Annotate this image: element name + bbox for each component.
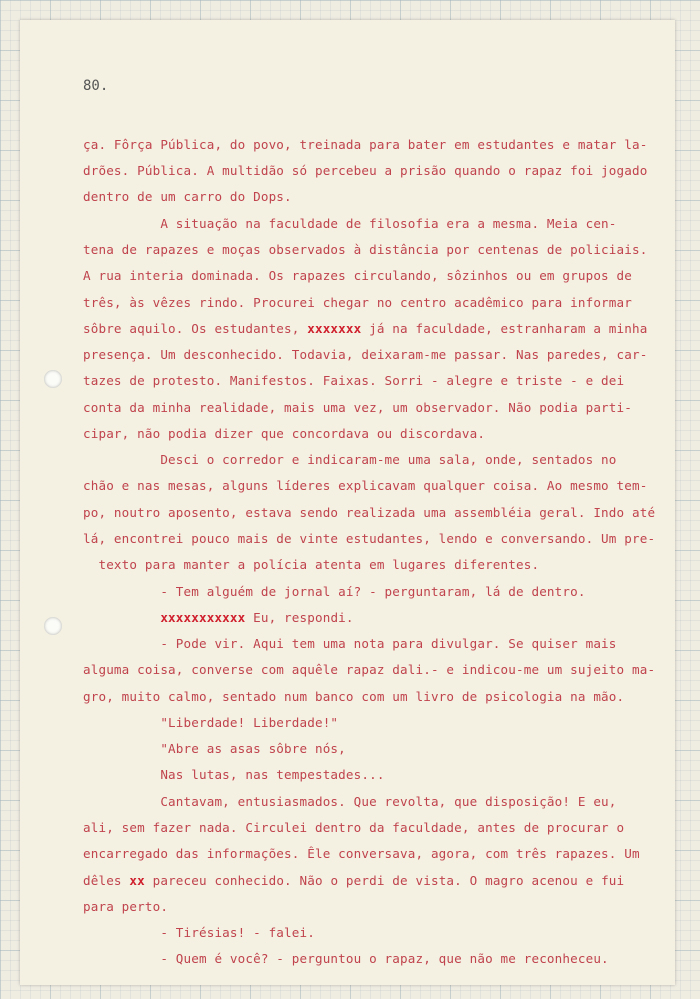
text-line: ali, sem fazer nada. Circulei dentro da faculdade, antes de procurar o: [83, 820, 625, 835]
text-line: gro, muito calmo, sentado num banco com um livro de psicologia na mão.: [83, 689, 625, 704]
text-line: A situação na faculdade de filosofia era a mesma. Meia cen-: [83, 216, 617, 231]
text-line: três, às vêzes rindo. Procurei chegar no centro acadêmico para informar: [83, 295, 632, 310]
text-line: texto para manter a polícia atenta em lugares diferentes.: [83, 557, 540, 572]
text-line: Cantavam, entusiasmados. Que revolta, que disposição! E eu,: [83, 794, 617, 809]
text-segment: dêles: [83, 873, 130, 888]
text-line: [83, 321, 647, 336]
text-line: "Liberdade! Liberdade!": [83, 715, 339, 730]
text-segment: sôbre aquilo. Os estudantes,: [83, 321, 308, 336]
text-segment: Eu, respondi.: [245, 610, 354, 625]
text-line: alguma coisa, converse com aquêle rapaz dali.- e indicou-me um sujeito ma-: [83, 662, 656, 677]
text-line: po, noutro aposento, estava sendo realizada uma assembléia geral. Indo até: [83, 505, 656, 520]
text-line: chão e nas mesas, alguns líderes explicavam qualquer coisa. Ao mesmo tem-: [83, 478, 648, 493]
text-line: para perto.: [83, 899, 169, 914]
struck-out-text: xxxxxxxxxxx: [160, 610, 246, 625]
text-segment: já na faculdade, estranharam a minha: [361, 321, 648, 336]
punch-hole: [44, 370, 62, 388]
text-line: Nas lutas, nas tempestades...: [83, 767, 385, 782]
text-line: - Quem é você? - perguntou o rapaz, que não me reconheceu.: [83, 951, 609, 966]
page-number: 80.: [83, 78, 109, 94]
text-line: tena de rapazes e moças observados à distância por centenas de policiais.: [83, 242, 648, 257]
punch-hole: [44, 617, 62, 635]
text-line: - Tem alguém de jornal aí? - perguntaram, lá de dentro.: [83, 584, 586, 599]
text-segment: pareceu conhecido. Não o perdi de vista. O magro acenou e fui: [144, 873, 625, 888]
struck-out-text: xx: [129, 873, 145, 888]
struck-out-text: xxxxxxx: [307, 321, 362, 336]
text-line: ça. Fôrça Pública, do povo, treinada para bater em estudantes e matar la-: [83, 137, 648, 152]
text-line: lá, encontrei pouco mais de vinte estudantes, lendo e conversando. Um pre-: [83, 531, 656, 546]
text-line: [83, 610, 354, 625]
text-line: presença. Um desconhecido. Todavia, deixaram-me passar. Nas paredes, car-: [83, 347, 648, 362]
text-line: - Tirésias! - falei.: [83, 925, 315, 940]
text-line: Desci o corredor e indicaram-me uma sala, onde, sentados no: [83, 452, 617, 467]
text-line: conta da minha realidade, mais uma vez, um observador. Não podia parti-: [83, 400, 632, 415]
text-line: [83, 873, 624, 888]
text-line: encarregado das informações. Êle conversava, agora, com três rapazes. Um: [83, 846, 640, 861]
text-segment: [83, 610, 160, 625]
text-line: dentro de um carro do Dops.: [83, 189, 292, 204]
text-line: cipar, não podia dizer que concordava ou discordava.: [83, 426, 486, 441]
text-line: drões. Pública. A multidão só percebeu a prisão quando o rapaz foi jogado: [83, 163, 648, 178]
text-line: tazes de protesto. Manifestos. Faixas. Sorri - alegre e triste - e dei: [83, 373, 625, 388]
text-line: "Abre as asas sôbre nós,: [83, 741, 346, 756]
text-line: A rua interia dominada. Os rapazes circulando, sôzinhos ou em grupos de: [83, 268, 632, 283]
text-line: - Pode vir. Aqui tem uma nota para divulgar. Se quiser mais: [83, 636, 617, 651]
